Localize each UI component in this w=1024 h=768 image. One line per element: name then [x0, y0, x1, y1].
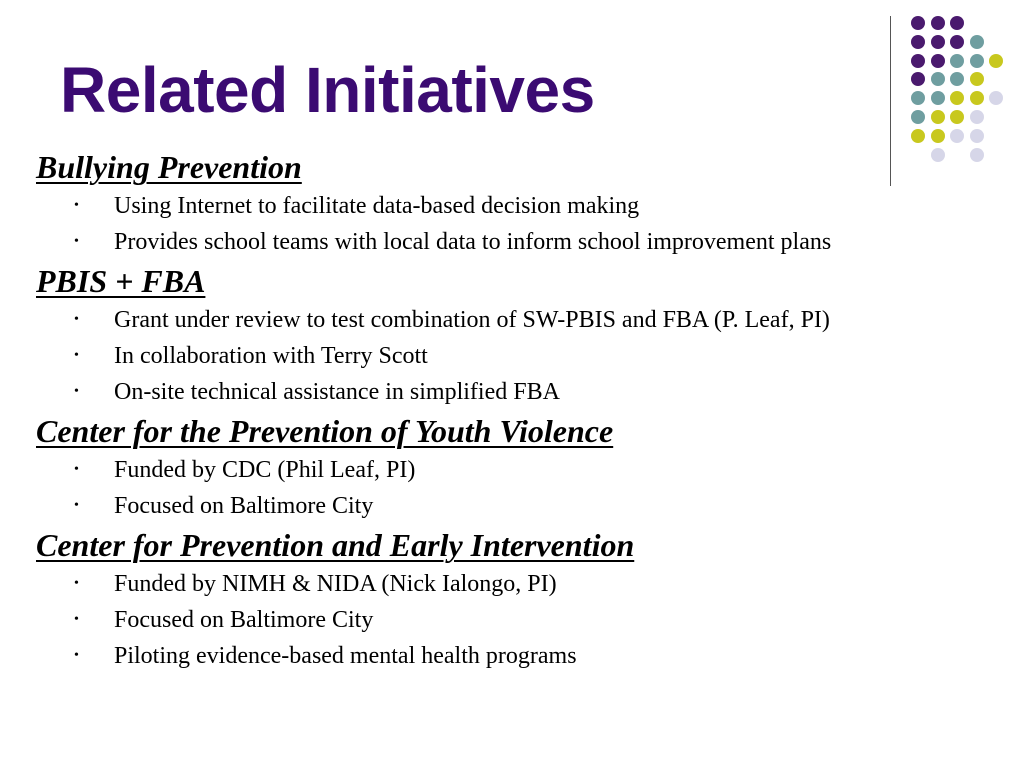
decorative-dot [931, 35, 945, 49]
bullet-text: Funded by CDC (Phil Leaf, PI) [114, 457, 416, 483]
section-bullying-prevention [36, 146, 1016, 260]
section-heading: PBIS + FBA [36, 263, 206, 299]
decorative-dot [931, 54, 945, 68]
decorative-dot [911, 54, 925, 68]
bullet-text: Grant under review to test combination of SW-PBIS and FBA (P. Leaf, PI) [114, 307, 830, 333]
bullet-text: On-site technical assistance in simplified FBA [114, 379, 560, 405]
decorative-dot [970, 129, 984, 143]
decorative-dot [931, 129, 945, 143]
bullet-dot-icon: • [74, 348, 79, 363]
bullet-text: In collaboration with Terry Scott [114, 343, 428, 369]
decorative-dot [989, 91, 1003, 105]
decorative-dot [950, 16, 964, 30]
bullet-dot-icon: • [74, 198, 79, 213]
decorative-dot [911, 35, 925, 49]
section-heading: Center for the Prevention of Youth Violence [36, 413, 614, 449]
bullet-list [36, 566, 1016, 674]
bullet-dot-icon: • [74, 498, 79, 513]
bullet-dot-icon: • [74, 234, 79, 249]
bullet-text: Piloting evidence-based mental health programs [114, 643, 577, 669]
bullet-dot-icon: • [74, 576, 79, 591]
bullet-text: Funded by NIMH & NIDA (Nick Ialongo, PI) [114, 571, 557, 597]
bullet-dot-icon: • [74, 312, 79, 327]
section-heading: Center for Prevention and Early Intervention [36, 527, 635, 563]
decorative-dot [970, 110, 984, 124]
section-heading: Bullying Prevention [36, 149, 302, 185]
decorative-dot [911, 91, 925, 105]
decorative-dot [950, 129, 964, 143]
bullet-list [36, 452, 1016, 524]
decorative-dot [970, 54, 984, 68]
decorative-dot [970, 91, 984, 105]
section-pbis-fba [36, 260, 1016, 410]
bullet-item [36, 452, 1016, 488]
decorative-dot [911, 72, 925, 86]
bullet-item [36, 188, 1016, 224]
bullet-item [36, 602, 1016, 638]
slide-title: Related Initiatives [60, 54, 595, 126]
bullet-item [36, 638, 1016, 674]
bullet-dot-icon: • [74, 648, 79, 663]
decorative-dot [950, 91, 964, 105]
decorative-dot [989, 54, 1003, 68]
decorative-dot [931, 72, 945, 86]
bullet-item [36, 374, 1016, 410]
decorative-dot [950, 35, 964, 49]
decorative-dot [931, 91, 945, 105]
bullet-item [36, 302, 1016, 338]
slide-content [36, 146, 1016, 674]
decorative-dot [970, 35, 984, 49]
bullet-dot-icon: • [74, 462, 79, 477]
bullet-text: Using Internet to facilitate data-based decision making [114, 193, 640, 219]
bullet-item [36, 566, 1016, 602]
section-youth-violence-center [36, 410, 1016, 524]
decorative-dot [950, 72, 964, 86]
decorative-dot [950, 110, 964, 124]
decorative-dot [911, 129, 925, 143]
bullet-text: Focused on Baltimore City [114, 493, 374, 519]
bullet-list [36, 302, 1016, 410]
decorative-dot [931, 110, 945, 124]
bullet-text: Provides school teams with local data to inform school improvement plans [114, 229, 832, 255]
decorative-dot [950, 54, 964, 68]
bullet-dot-icon: • [74, 384, 79, 399]
decorative-dot [911, 16, 925, 30]
decorative-dot [970, 72, 984, 86]
bullet-list [36, 188, 1016, 260]
bullet-item [36, 224, 1016, 260]
section-early-intervention-center [36, 524, 1016, 674]
decorative-dot [911, 110, 925, 124]
decorative-dot [931, 16, 945, 30]
bullet-dot-icon: • [74, 612, 79, 627]
bullet-item [36, 488, 1016, 524]
bullet-text: Focused on Baltimore City [114, 607, 374, 633]
bullet-item [36, 338, 1016, 374]
